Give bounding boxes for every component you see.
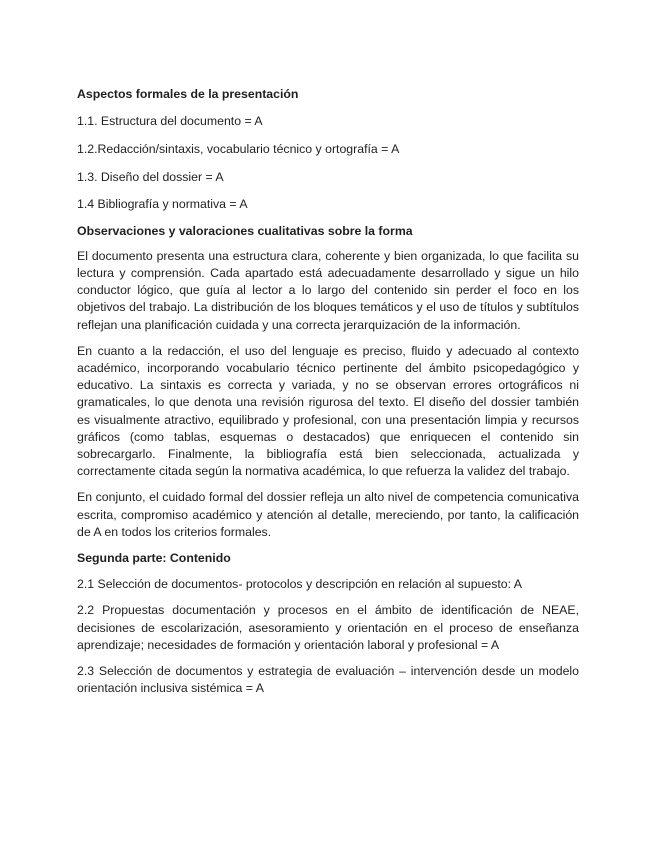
criterion-1-2: 1.2.Redacción/sintaxis, vocabulario técnico y ortografía = A xyxy=(77,141,400,156)
criterion-2-1: 2.1 Selección de documentos- protocolos y descripción en relación al supuesto: A xyxy=(77,577,522,592)
paragraph-structure: El documento presenta una estructura clara, coherente y bien organizada, lo que facilita su lectura y comprensión. Cada apartado está adecuadamente desarrollado y sigue un hilo conductor lógico, que guía al lector a lo largo del contenido sin perder el foco en los objetivos del trabajo. La distribución de los bloques temáticos y el uso de títulos y subtítulos reflejan una planificación cuidada y una correcta jerarquización de la información. xyxy=(77,248,579,332)
criterion-1-4: 1.4 Bibliografía y normativa = A xyxy=(77,197,248,212)
criterion-1-1: 1.1. Estructura del documento = A xyxy=(77,114,263,129)
section-heading-content: Segunda parte: Contenido xyxy=(77,550,231,565)
criterion-1-3: 1.3. Diseño del dossier = A xyxy=(77,169,224,184)
section-heading-formal: Aspectos formales de la presentación xyxy=(77,87,299,101)
paragraph-conclusion: En conjunto, el cuidado formal del dossier refleja un alto nivel de competencia comunicativa escrita, compromiso académico y atención al detalle, mereciendo, por tanto, la calificación de A en todos los criterios formales. xyxy=(77,490,579,539)
section-heading-observations: Observaciones y valoraciones cualitativas sobre la forma xyxy=(77,223,413,238)
paragraph-writing: En cuanto a la redacción, el uso del lenguaje es preciso, fluido y adecuado al contexto académico, incorporando vocabulario técnico pertinente del ámbito psicopedagógico y educativo. La sintaxis es correcta y variada, y no se observan errores ortográficos ni gramaticales, lo que denota una revisión rigurosa del texto. El diseño del dossier también es visualmente atractivo, equilibrado y profesional, con una presentación limpia y recursos gráficos (como tablas, esquemas o destacados) que enriquecen el contenido sin sobrecargarlo. Finalmente, la bibliografía está bien seleccionada, actualizada y correctamente citada según la normativa académica, lo que refuerza la validez del trabajo. xyxy=(77,343,579,479)
document-page xyxy=(77,86,579,706)
criterion-2-2: 2.2 Propuestas documentación y procesos en el ámbito de identificación de NEAE, decisiones de escolarización, asesoramiento y orientación en el proceso de enseñanza aprendizaje; necesidades de formación y orientación laboral y profesional = A xyxy=(77,603,579,652)
criterion-2-3: 2.3 Selección de documentos y estrategia de evaluación – intervención desde un modelo orientación inclusiva sistémica = A xyxy=(77,663,579,696)
